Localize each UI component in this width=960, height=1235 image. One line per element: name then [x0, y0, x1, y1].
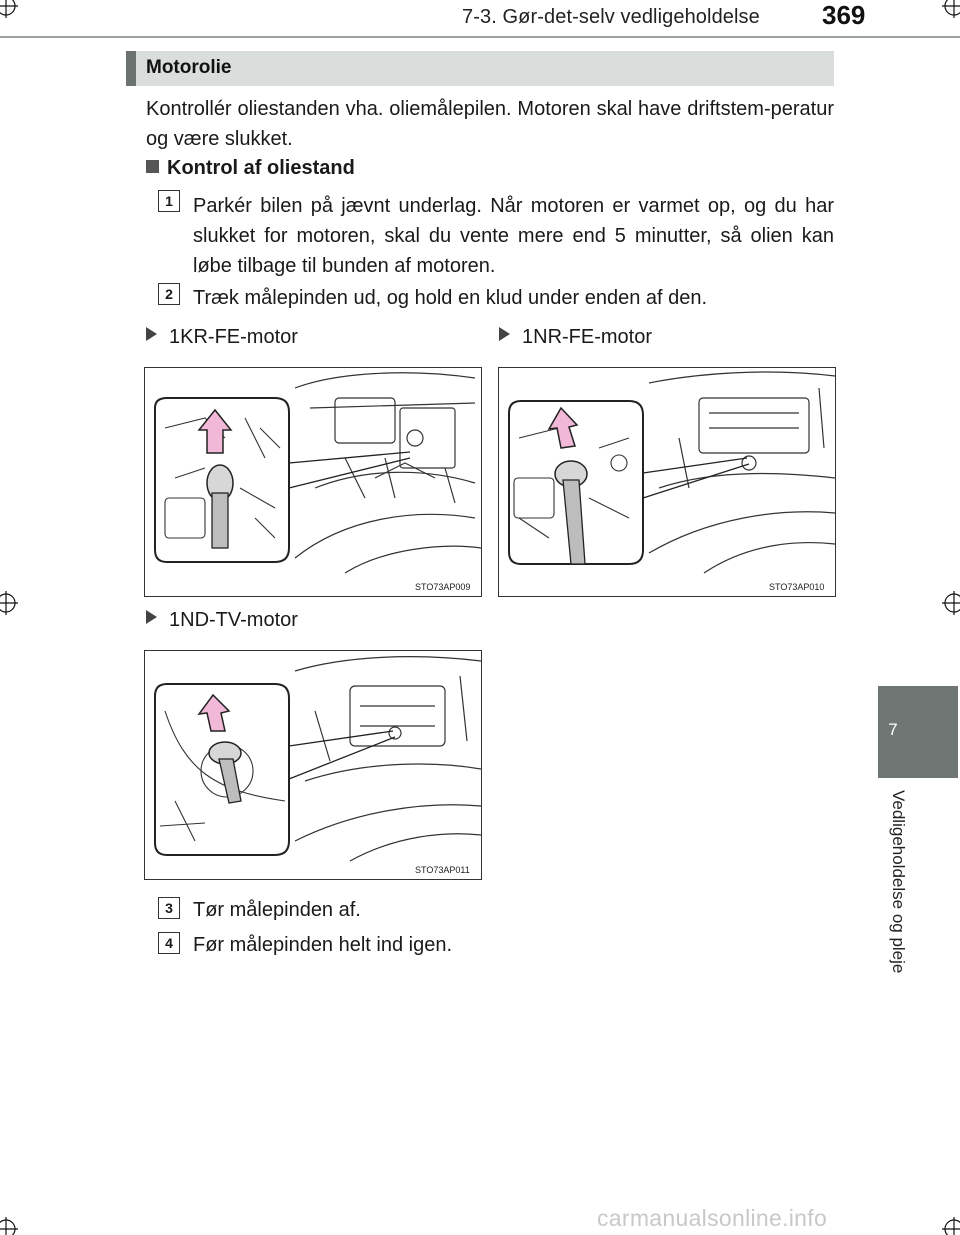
intro-paragraph: Kontrollér oliestanden vha. oliemålepilen. Motoren skal have driftstem-peratur og være slukket.: [146, 98, 834, 150]
figure-caption-1nd: [146, 609, 298, 632]
step-text-3: Tør målepinden af.: [193, 899, 361, 921]
engine-illustration-1kr: [144, 367, 482, 597]
step-number-3: 3: [158, 897, 180, 919]
engine-illustration-1nd: [144, 650, 482, 880]
subheading: [146, 157, 355, 180]
triangle-bullet-icon: [499, 327, 510, 341]
step-text-4: Før målepinden helt ind igen.: [193, 934, 453, 956]
section-title: Motorolie: [146, 57, 232, 78]
section-header-title: 7-3. Gør-det-selv vedligeholdelse: [462, 6, 760, 28]
step-number-2: 2: [158, 283, 180, 305]
figure-code-1nr: STO73AP010: [769, 582, 825, 592]
figure-caption-1kr: [146, 326, 298, 349]
step-number-1: 1: [158, 190, 180, 212]
figure-caption-text: 1KR-FE-motor: [169, 326, 298, 348]
step-number-4: 4: [158, 932, 180, 954]
header-rule: [0, 36, 960, 38]
chapter-number: 7: [888, 720, 898, 739]
figure-caption-1nr: [499, 326, 652, 349]
step-text-1: Parkér bilen på jævnt underlag. Når motoren er varmet op, og du har slukket for motoren, skal du vente mere end 5 minutter, så olien kan løbe tilbage til bunden af motoren.: [193, 195, 834, 277]
figure-caption-text: 1ND-TV-motor: [169, 609, 298, 631]
step-text-2: Træk målepinden ud, og hold en klud under enden af den.: [193, 287, 708, 309]
figure-code-1kr: STO73AP009: [415, 582, 471, 592]
figure-caption-text: 1NR-FE-motor: [522, 326, 653, 348]
section-title-bar: [126, 51, 834, 86]
figure-code-1nd: STO73AP011: [415, 865, 470, 875]
page-number: 369: [822, 0, 866, 30]
triangle-bullet-icon: [146, 610, 157, 624]
engine-illustration-1nr: [498, 367, 836, 597]
square-bullet-icon: [146, 160, 159, 173]
section-title-accent: [126, 51, 136, 86]
subheading-text: Kontrol af oliestand: [167, 157, 355, 179]
chapter-label: Vedligeholdelse og pleje: [889, 790, 908, 974]
footer-watermark: carmanualsonline.info: [597, 1205, 828, 1231]
triangle-bullet-icon: [146, 327, 157, 341]
